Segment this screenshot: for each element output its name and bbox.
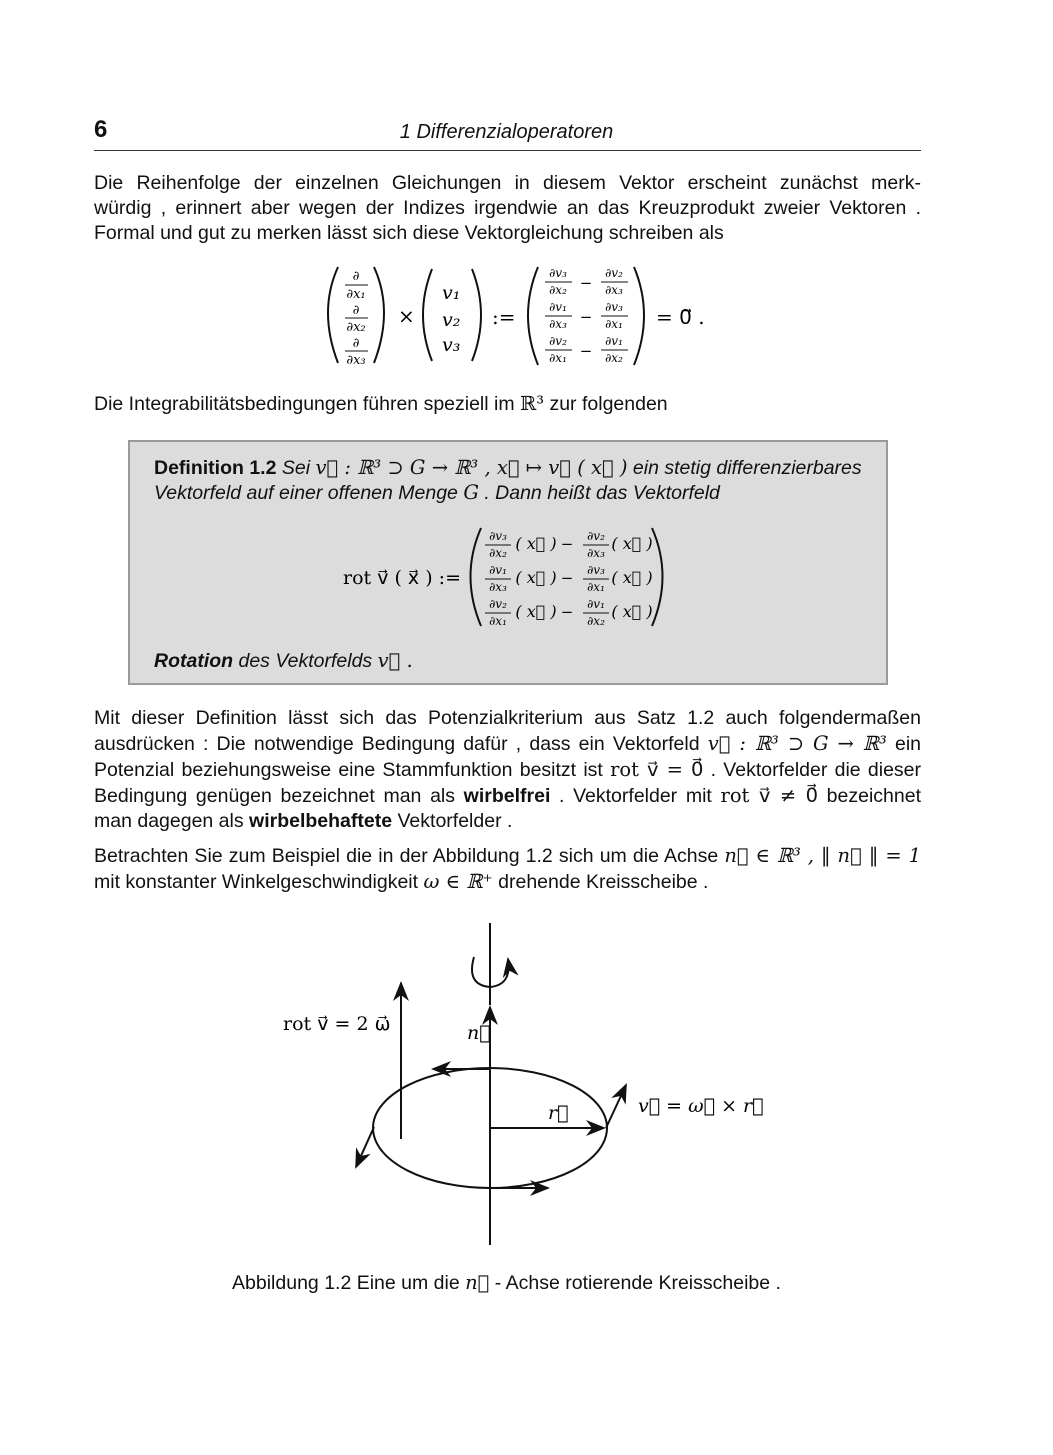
term-wirbelbehaftete: wirbelbehaftete <box>249 810 393 832</box>
equals-zero-vector: = 0⃗ . <box>656 305 705 329</box>
label-rot-v: rot v⃗ = 2 ω⃗ <box>283 1013 391 1035</box>
partial-num: ∂v₂ <box>489 597 507 611</box>
rotation-v: v⃗ . <box>377 649 413 672</box>
partial-num: ∂v₁ <box>549 300 567 314</box>
paragraph-3-text: . Vektorfelder mit <box>550 785 721 807</box>
definition-text: ein stetig differenzierbares <box>627 457 862 479</box>
minus-sign: − <box>579 308 593 326</box>
paragraph-1-line: würdig , erinnert aber wegen der Indizes irgendwie an das Kreuzprodukt zweier Vektoren . <box>94 197 921 219</box>
paren-left-rot <box>471 528 482 626</box>
definition-text: Vektorfeld auf einer offenen Menge <box>154 482 464 504</box>
partial-num: ∂v₂ <box>587 529 605 543</box>
nabla-partial: ∂ <box>352 269 360 284</box>
paren-right-3 <box>634 267 644 365</box>
page-number: 6 <box>94 116 108 143</box>
paragraph-3-line <box>94 757 921 783</box>
definition-text: des Vektorfelds <box>233 650 378 672</box>
partial-num: ∂v₂ <box>605 266 623 280</box>
minus-sign: − <box>560 603 574 621</box>
definition-line-1 <box>154 456 862 480</box>
paragraph-3-text: Vektorfelder . <box>392 810 513 832</box>
paragraph-3-text: Bedingung genügen bezeichnet man als <box>94 785 464 807</box>
partial-num: ∂v₃ <box>489 529 507 543</box>
paragraph-4-text: drehende Kreisscheibe . <box>492 871 709 893</box>
paragraph-2-text: Die Integrabilitätsbedingungen führen speziell im <box>94 393 521 415</box>
paragraph-3-text: Mit dieser Definition lässt sich das Potenzialkriterium aus Satz 1.2 auch folgendermaßen <box>94 707 921 729</box>
paragraph-3-text: man dagegen als <box>94 810 250 832</box>
term-wirbelfrei: wirbelfrei <box>463 785 551 807</box>
velocity-arrow-right <box>606 1085 626 1128</box>
label-r: r⃗ <box>548 1102 569 1124</box>
definition-text: Sei <box>276 457 316 479</box>
paren-left-3 <box>528 267 538 365</box>
inline-math: rot v⃗ ≠ 0⃗ <box>720 784 819 807</box>
partial-den: ∂x₂ <box>489 546 507 560</box>
partial-num: ∂v₁ <box>489 563 507 577</box>
rotation-term: Rotation <box>154 650 234 672</box>
paragraph-3-line <box>94 706 921 731</box>
paragraph-3 <box>94 706 921 834</box>
partial-num: ∂v₃ <box>549 266 567 280</box>
definition-line-2 <box>154 481 720 505</box>
paren-right-rot <box>652 528 663 626</box>
paragraph-4-line <box>94 843 921 869</box>
running-head: 1 Differenzialoperatoren <box>399 121 614 143</box>
partial-den: ∂x₂ <box>587 614 605 628</box>
rot-lhs: rot v⃗ ( x⃗ ) := <box>343 567 461 589</box>
paren-left-2 <box>423 269 432 361</box>
paragraph-2 <box>94 391 921 417</box>
partial-den: ∂x₁ <box>489 614 507 628</box>
minus-sign: − <box>579 342 593 360</box>
curl-equation <box>0 255 1053 375</box>
label-v: v⃗ = ω⃗ × r⃗ <box>638 1095 764 1117</box>
rotating-disc-figure <box>0 915 1053 1260</box>
inline-math: v⃗ : ℝ³ ⊃ G → ℝ³ <box>707 732 887 755</box>
partial-den: ∂x₂ <box>605 351 623 365</box>
paren-right-2 <box>472 269 481 361</box>
nabla-denom: ∂x₃ <box>346 353 366 368</box>
arg-x: ( x⃗ ) <box>611 534 653 553</box>
caption-text: - Achse rotierende Kreisscheibe . <box>489 1272 781 1294</box>
velocity-arrow-left <box>356 1127 374 1167</box>
defeq-sign: := <box>492 305 516 329</box>
inline-math: ω ∈ ℝ⁺ <box>423 870 493 893</box>
paragraph-3-text: Potenzial beziehungsweise eine Stammfunktion besitzt ist <box>94 759 611 781</box>
partial-den: ∂x₃ <box>489 580 507 594</box>
label-n: n⃗ <box>467 1022 491 1044</box>
paragraph-4-text: Betrachten Sie zum Beispiel die in der Abbildung 1.2 sich um die Achse <box>94 845 725 867</box>
paragraph-3-line <box>94 731 921 757</box>
v-component: v₃ <box>442 334 461 356</box>
paragraph-1-line: Die Reihenfolge der einzelnen Gleichungen in diesem Vektor erscheint zunächst merk- <box>94 172 921 194</box>
rotation-definition-equation <box>0 520 1053 635</box>
nabla-denom: ∂x₁ <box>346 287 366 302</box>
nabla-denom: ∂x₂ <box>346 320 366 335</box>
partial-num: ∂v₁ <box>587 597 605 611</box>
paren-left-1 <box>328 267 338 363</box>
paragraph-3-text: ein <box>886 733 921 755</box>
paragraph-1-line: Formal und gut zu merken lässt sich diese Vektorgleichung schreiben als <box>94 222 724 244</box>
definition-rotation-line <box>154 649 413 673</box>
r3-symbol: ℝ³ <box>520 392 545 415</box>
nabla-partial: ∂ <box>352 336 360 351</box>
inline-math: rot v⃗ = 0⃗ <box>610 758 704 781</box>
minus-sign: − <box>560 569 574 587</box>
definition-math: v⃗ : ℝ³ ⊃ G → ℝ³ , x⃗ ↦ v⃗ ( x⃗ ) <box>315 456 628 479</box>
partial-den: ∂x₁ <box>605 317 623 331</box>
minus-sign: − <box>560 535 574 553</box>
v-component: v₂ <box>442 309 461 331</box>
partial-den: ∂x₁ <box>587 580 605 594</box>
times-sign: × <box>398 304 415 328</box>
minus-sign: − <box>579 274 593 292</box>
paragraph-4-line <box>94 869 921 895</box>
partial-den: ∂x₃ <box>549 317 567 331</box>
paragraph-1 <box>94 171 921 246</box>
caption-n: n⃗ <box>465 1271 490 1294</box>
v-component: v₁ <box>442 282 461 304</box>
paragraph-4-text: mit konstanter Winkelgeschwindigkeit <box>94 871 424 893</box>
partial-den: ∂x₁ <box>549 351 567 365</box>
arg-x: ( x⃗ ) <box>515 602 557 621</box>
paragraph-3-text: bezeichnet <box>818 785 921 807</box>
definition-math-g: G <box>463 481 479 504</box>
figure-caption <box>0 1271 1013 1295</box>
partial-num: ∂v₂ <box>549 334 567 348</box>
header-rule <box>94 150 921 151</box>
paragraph-3-line <box>94 809 921 834</box>
partial-num: ∂v₃ <box>605 300 623 314</box>
paragraph-4 <box>94 843 921 895</box>
paren-right-1 <box>374 267 384 363</box>
paragraph-3-line <box>94 783 921 809</box>
partial-num: ∂v₁ <box>605 334 623 348</box>
arg-x: ( x⃗ ) <box>515 568 557 587</box>
partial-num: ∂v₃ <box>587 563 605 577</box>
paragraph-3-text: . Vektorfelder die dieser <box>703 759 921 781</box>
partial-den: ∂x₂ <box>549 283 567 297</box>
arg-x: ( x⃗ ) <box>611 568 653 587</box>
paragraph-3-text: ausdrücken : Die notwendige Bedingung dafür , dass ein Vektorfeld <box>94 733 708 755</box>
inline-math: n⃗ ∈ ℝ³ , ‖ n⃗ ‖ = 1 <box>724 844 921 867</box>
paragraph-2-text: zur folgenden <box>544 393 668 415</box>
definition-text: . Dann heißt das Vektorfeld <box>478 482 720 504</box>
caption-text: Abbildung 1.2 Eine um die <box>232 1272 466 1294</box>
nabla-partial: ∂ <box>352 303 360 318</box>
arg-x: ( x⃗ ) <box>515 534 557 553</box>
definition-label: Definition 1.2 <box>154 457 277 479</box>
arg-x: ( x⃗ ) <box>611 602 653 621</box>
partial-den: ∂x₃ <box>605 283 623 297</box>
partial-den: ∂x₃ <box>587 546 605 560</box>
